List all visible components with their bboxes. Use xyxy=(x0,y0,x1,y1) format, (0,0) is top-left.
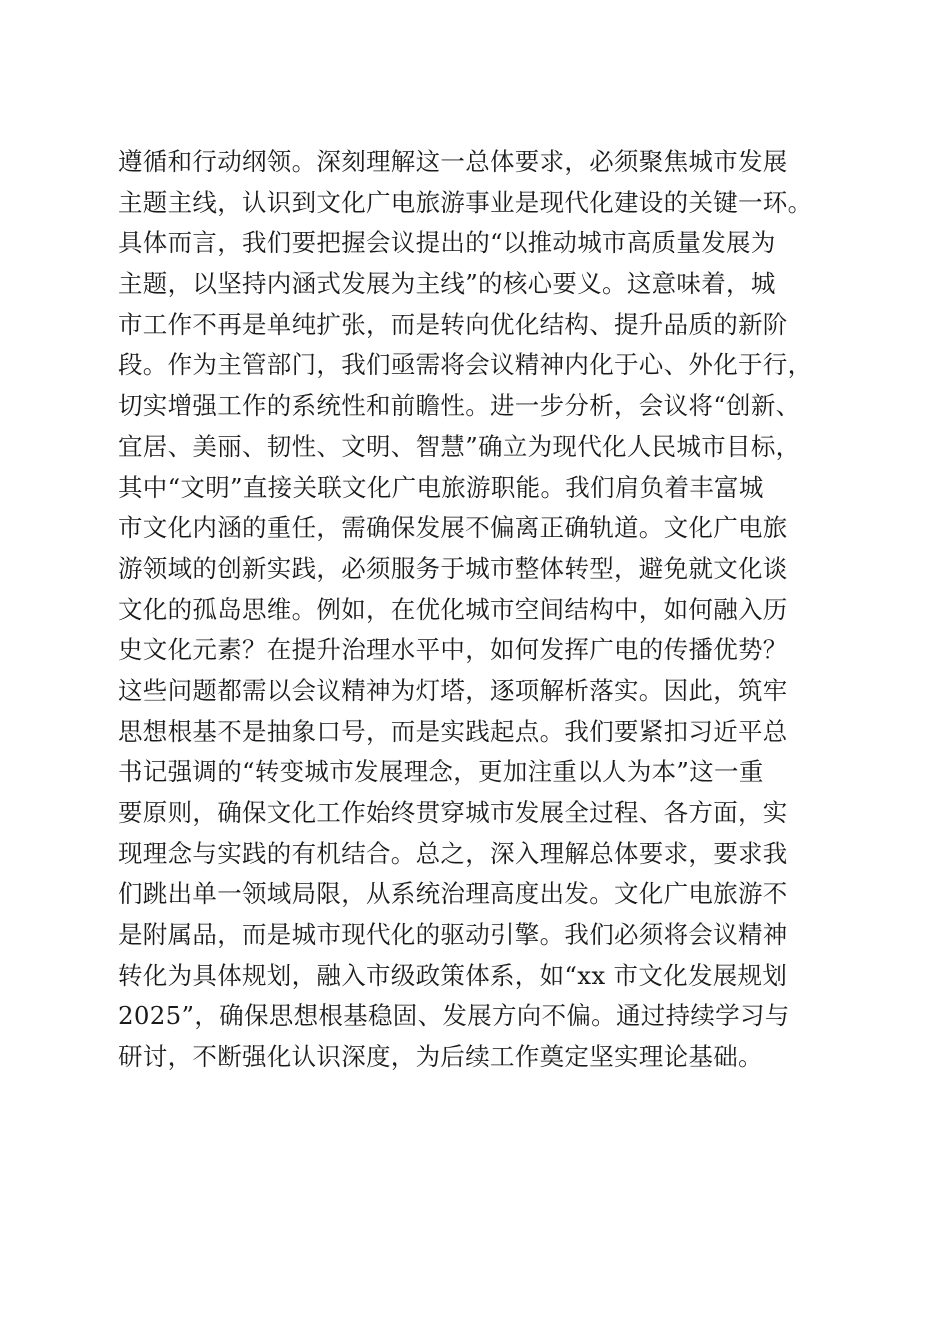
text-line: 史文化元素？在提升治理水平中，如何发挥广电的传播优势？ xyxy=(118,635,788,665)
text-line: 现理念与实践的有机结合。总之，深入理解总体要求，要求我 xyxy=(118,838,788,868)
text-line: 转化为具体规划，融入市级政策体系，如“xx 市文化发展规划 xyxy=(118,960,788,990)
text-line: 切实增强工作的系统性和前瞻性。进一步分析，会议将“创新、 xyxy=(118,391,801,421)
text-line: 游领域的创新实践，必须服务于城市整体转型，避免就文化谈 xyxy=(118,553,788,583)
body-paragraph xyxy=(118,142,838,1078)
text-line: 宜居、美丽、韧性、文明、智慧”确立为现代化人民城市目标， xyxy=(118,431,801,461)
text-line: 研讨，不断强化认识深度，为后续工作奠定坚实理论基础。 xyxy=(118,1042,763,1072)
text-line: 思想根基不是抽象口号，而是实践起点。我们要紧扣习近平总 xyxy=(118,716,788,746)
text-line: 要原则，确保文化工作始终贯穿城市发展全过程、各方面，实 xyxy=(118,798,788,827)
text-line: 具体而言，我们要把握会议提出的“以推动城市高质量发展为 xyxy=(118,228,776,258)
text-line: 主题主线，认识到文化广电旅游事业是现代化建设的关键一环。 xyxy=(118,187,813,217)
text-line: 段。作为主管部门，我们亟需将会议精神内化于心、外化于行， xyxy=(118,350,813,380)
text-line: 其中“文明”直接关联文化广电旅游职能。我们肩负着丰富城 xyxy=(118,472,764,502)
text-line: 2025”，确保思想根基稳固、发展方向不偏。通过持续学习与 xyxy=(118,1001,790,1031)
text-line: 文化的孤岛思维。例如，在优化城市空间结构中，如何融入历 xyxy=(118,594,788,624)
text-line: 主题，以坚持内涵式发展为主线”的核心要义。这意味着，城 xyxy=(118,269,776,299)
text-line: 是附属品，而是城市现代化的驱动引擎。我们必须将会议精神 xyxy=(118,920,788,950)
text-line: 市文化内涵的重任，需确保发展不偏离正确轨道。文化广电旅 xyxy=(118,513,788,543)
text-line: 这些问题都需以会议精神为灯塔，逐项解析落实。因此，筑牢 xyxy=(118,675,788,705)
text-line: 遵循和行动纲领。深刻理解这一总体要求，必须聚焦城市发展 xyxy=(118,147,788,176)
text-line: 市工作不再是单纯扩张，而是转向优化结构、提升品质的新阶 xyxy=(118,309,788,339)
text-line: 们跳出单一领域局限，从系统治理高度出发。文化广电旅游不 xyxy=(118,879,788,909)
text-line: 书记强调的“转变城市发展理念，更加注重以人为本”这一重 xyxy=(118,757,764,787)
